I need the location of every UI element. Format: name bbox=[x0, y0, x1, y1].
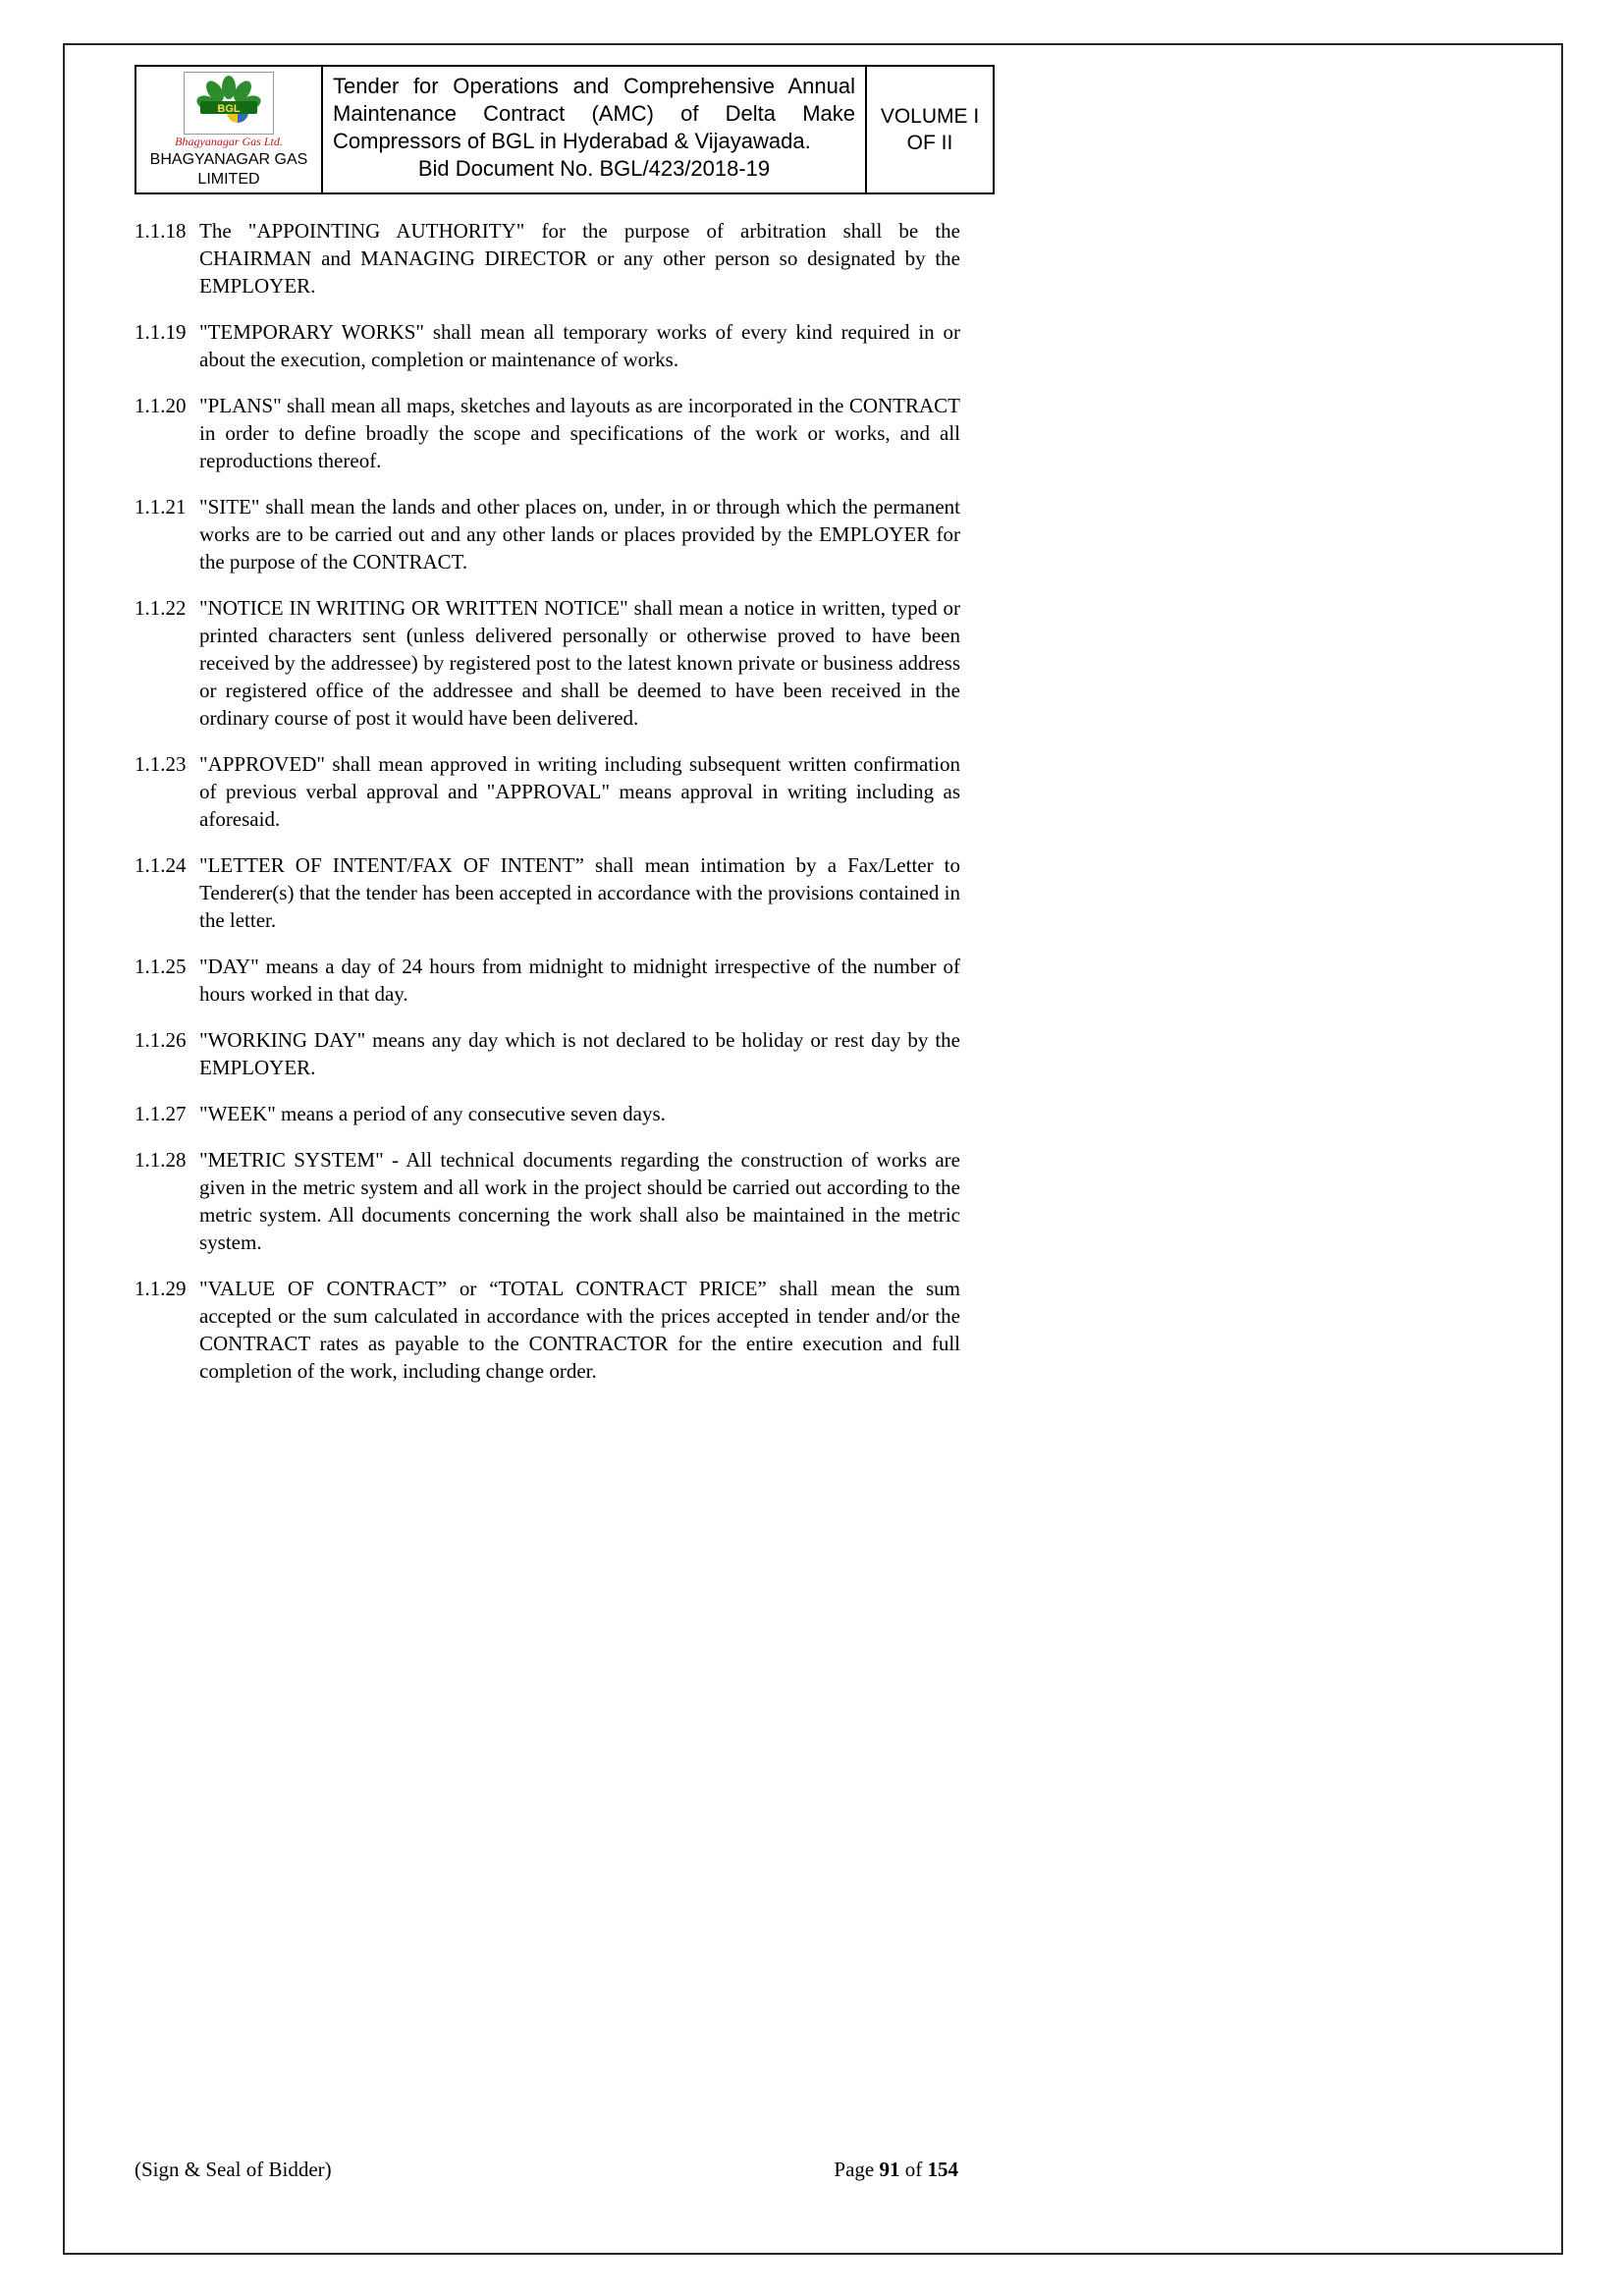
org-name bbox=[150, 150, 308, 190]
logo-box bbox=[184, 72, 274, 135]
clause-text: "VALUE OF CONTRACT” or “TOTAL CONTRACT PRICE” shall mean the sum accepted or the sum calculated in accordance with the prices accepted in tender and/or the CONTRACT rates as payable to the CONTRACTOR for the entire execution and full completion of the work, including change order. bbox=[199, 1277, 960, 1383]
volume-cell bbox=[867, 67, 993, 192]
clause-number: 1.1.18 bbox=[135, 219, 187, 243]
clause-number: 1.1.20 bbox=[135, 394, 187, 417]
clause-number: 1.1.27 bbox=[135, 1102, 187, 1125]
clause-number: 1.1.26 bbox=[135, 1028, 187, 1052]
document-title bbox=[323, 67, 867, 192]
clause-number: 1.1.19 bbox=[135, 320, 187, 344]
page-footer bbox=[135, 2156, 958, 2183]
clause-number: 1.1.25 bbox=[135, 955, 187, 978]
clause-1-1-26 bbox=[135, 1026, 960, 1081]
clause-1-1-18 bbox=[135, 217, 960, 300]
clause-1-1-24 bbox=[135, 851, 960, 934]
volume-line-2: OF II bbox=[906, 132, 953, 154]
clause-text: "APPROVED" shall mean approved in writing including subsequent written confirmation of previous verbal approval and "APPROVAL" means approval in writing including as aforesaid. bbox=[199, 752, 960, 831]
clause-number: 1.1.24 bbox=[135, 853, 187, 877]
clause-1-1-25 bbox=[135, 953, 960, 1008]
clause-1-1-29 bbox=[135, 1275, 960, 1385]
bgl-logo-icon bbox=[189, 76, 269, 131]
title-line-3: Compressors of BGL in Hyderabad & Vijayawada. bbox=[333, 129, 811, 153]
clause-1-1-20 bbox=[135, 392, 960, 474]
clause-number: 1.1.28 bbox=[135, 1148, 187, 1172]
bid-document-number: Bid Document No. BGL/423/2018-19 bbox=[417, 156, 771, 181]
clause-number: 1.1.23 bbox=[135, 752, 187, 776]
clause-1-1-22 bbox=[135, 594, 960, 732]
clause-text: "PLANS" shall mean all maps, sketches and layouts as are incorporated in the CONTRACT in order to define broadly the scope and specifications of the work or works, and all reproductions thereof. bbox=[199, 394, 960, 472]
clause-number: 1.1.22 bbox=[135, 596, 187, 620]
clause-text: "WEEK" means a period of any consecutive seven days. bbox=[199, 1102, 666, 1125]
volume-line-1: VOLUME I bbox=[880, 105, 980, 128]
clause-text: "LETTER OF INTENT/FAX OF INTENT” shall mean intimation by a Fax/Letter to Tenderer(s) that the tender has been accepted in accordance with the provisions contained in the letter. bbox=[199, 853, 960, 932]
sign-seal-note: (Sign & Seal of Bidder) bbox=[135, 2158, 332, 2181]
clause-1-1-21 bbox=[135, 493, 960, 575]
clause-1-1-23 bbox=[135, 750, 960, 833]
clause-text: "TEMPORARY WORKS" shall mean all temporary works of every kind required in or about the execution, completion or maintenance of works. bbox=[199, 320, 960, 371]
title-line-2: Maintenance Contract (AMC) of Delta Make bbox=[333, 101, 855, 126]
header-table bbox=[135, 65, 995, 194]
title-line-1: Tender for Operations and Comprehensive Annual bbox=[333, 74, 855, 98]
clause-text: "SITE" shall mean the lands and other places on, under, in or through which the permanent works are to be carried out and any other lands or places provided by the EMPLOYER for the purpose of the CONTRACT. bbox=[199, 495, 960, 574]
logo-cell bbox=[136, 67, 323, 192]
clause-text: "METRIC SYSTEM" - All technical documents regarding the construction of works are given in the metric system and all work in the project should be carried out according to the metric system. All documents concerning the work shall also be maintained in the metric system. bbox=[199, 1148, 960, 1254]
clause-text: The "APPOINTING AUTHORITY" for the purpose of arbitration shall be the CHAIRMAN and MANAGING DIRECTOR or any other person so designated by the EMPLOYER. bbox=[199, 219, 960, 298]
org-name-line2: LIMITED bbox=[197, 171, 260, 188]
clause-text: "DAY" means a day of 24 hours from midnight to midnight irrespective of the number of hours worked in that day. bbox=[199, 955, 960, 1006]
page-indicator bbox=[834, 2156, 958, 2183]
page-total: 154 bbox=[927, 2158, 958, 2181]
clause-1-1-28 bbox=[135, 1146, 960, 1256]
org-name-line1: BHAGYANAGAR GAS bbox=[149, 151, 308, 168]
page-word: Page bbox=[834, 2158, 875, 2181]
logo-caption: Bhagyanagar Gas Ltd. bbox=[175, 135, 283, 148]
clause-text: "WORKING DAY" means any day which is not declared to be holiday or rest day by the EMPLOYER. bbox=[199, 1028, 960, 1079]
logo-bgl-text: BGL bbox=[217, 103, 241, 115]
of-word: of bbox=[904, 2158, 923, 2181]
clauses-section bbox=[135, 217, 960, 1403]
clause-1-1-27 bbox=[135, 1100, 960, 1127]
clause-text: "NOTICE IN WRITING OR WRITTEN NOTICE" shall mean a notice in written, typed or printed characters sent (unless delivered personally or otherwise proved to have been received by the addressee) by registered post to the latest known private or business address or registered office of the addressee and shall be deemed to have been received in the ordinary course of post it would have been delivered. bbox=[199, 596, 960, 730]
clause-number: 1.1.21 bbox=[135, 495, 187, 519]
clause-1-1-19 bbox=[135, 318, 960, 373]
page-number: 91 bbox=[879, 2158, 900, 2181]
clause-number: 1.1.29 bbox=[135, 1277, 187, 1300]
